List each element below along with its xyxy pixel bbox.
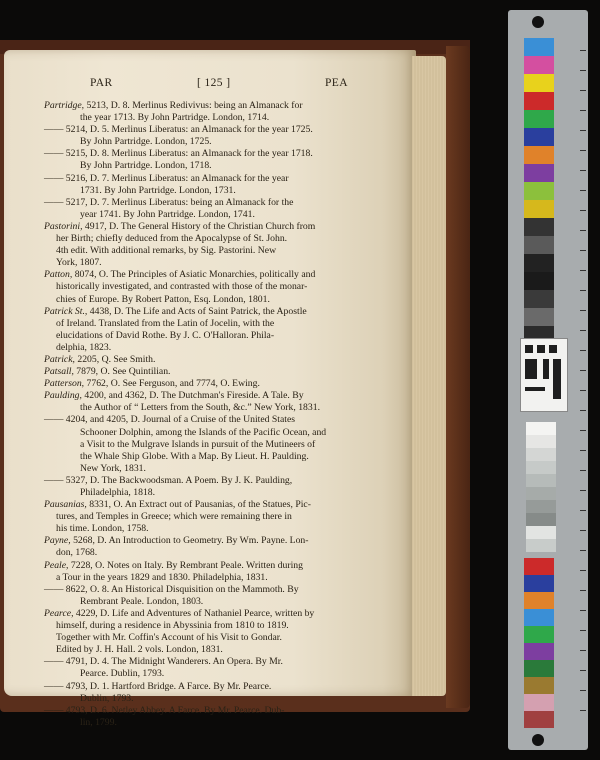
catalog-line: the year 1713. By John Partridge. London, 1714. — [80, 112, 270, 124]
color-swatch — [524, 74, 554, 92]
entry-text: 4229, D. Life and Adventures of Nathaniel Pearce, written by — [73, 607, 315, 619]
catalog-line: a Visit to the Mulgrave Islands in pursuit of the Mutineers of — [80, 438, 316, 450]
entry-author: Paulding, — [44, 390, 82, 402]
color-swatch — [524, 660, 554, 677]
gray-swatch — [526, 539, 556, 552]
catalog-line: don, 1768. — [56, 547, 98, 559]
gray-swatch — [526, 487, 556, 500]
catalog-line: the Author of “ Letters from the South, &c.” New York, 1831. — [80, 402, 320, 414]
color-swatch — [524, 290, 554, 308]
scale-tick — [580, 170, 586, 171]
scale-tick — [580, 630, 586, 631]
scale-tick — [580, 310, 586, 311]
catalog-line: Philadelphia, 1818. — [80, 487, 156, 498]
gray-swatch — [526, 474, 556, 487]
catalog-line — [44, 221, 412, 233]
entry-author: Payne, — [44, 535, 71, 547]
entry-text: 7228, O. Notes on Italy. By Rembrant Peale. Written during — [68, 559, 303, 571]
color-swatch — [524, 164, 554, 182]
scale-tick — [580, 690, 586, 691]
color-swatch — [524, 236, 554, 254]
color-swatch — [524, 38, 554, 56]
catalog-line: tures, and Temples in Greece; which were remaining there in — [56, 511, 292, 523]
catalog-line — [44, 269, 412, 281]
scale-tick — [580, 490, 586, 491]
color-swatch — [524, 56, 554, 74]
scale-tick — [580, 50, 586, 51]
color-swatch — [524, 308, 554, 326]
catalog-line: Edited by J. H. Hall. 2 vols. London, 1831. — [56, 644, 223, 656]
catalog-line: By John Partridge. London, 1718. — [80, 160, 212, 172]
color-swatch — [524, 218, 554, 236]
entry-text: 4917, D. The General History of the Christian Church from — [82, 220, 316, 232]
catalog-line — [44, 100, 412, 112]
scale-tick — [580, 710, 586, 711]
gray-swatch — [526, 448, 556, 461]
target-hole-bottom — [532, 734, 544, 746]
scale-tick — [580, 550, 586, 551]
entry-text: 2205, Q. See Smith. — [74, 353, 156, 365]
color-swatch — [524, 92, 554, 110]
target-hole-top — [532, 16, 544, 28]
back-cover — [446, 46, 470, 708]
catalog-line: of Ireland. Translated from the Latin of Jocelin, with the — [56, 317, 275, 329]
header-right: PEA — [325, 77, 348, 89]
color-swatch — [524, 128, 554, 146]
gray-swatch — [526, 435, 556, 448]
catalog-line: lin, 1799. — [80, 716, 117, 728]
color-swatch — [524, 609, 554, 626]
catalog-line: —— 4204, and 4205, D. Journal of a Cruise of the United States — [44, 414, 296, 426]
entry-author: Pastorini, — [44, 220, 83, 232]
gray-swatch — [526, 422, 556, 435]
scale-tick — [580, 90, 586, 91]
scale-tick — [580, 510, 586, 511]
catalog-line: —— 4793, D. 1. Hartford Bridge. A Farce. By Mr. Pearce. — [44, 680, 272, 692]
color-swatch — [524, 272, 554, 290]
scale-tick — [580, 110, 586, 111]
gray-swatch — [526, 500, 556, 513]
scale-tick — [580, 350, 586, 351]
scale-tick — [580, 190, 586, 191]
page-number: [ 125 ] — [197, 77, 231, 89]
catalog-line: Dublin, 1793. — [80, 692, 134, 704]
gray-swatch — [526, 526, 556, 539]
scale-tick — [580, 610, 586, 611]
color-swatch — [524, 694, 554, 711]
catalog-line: year 1741. By John Partridge. London, 1741. — [80, 208, 255, 220]
color-swatch — [524, 575, 554, 592]
scale-tick — [580, 210, 586, 211]
entry-text: 7762, O. See Ferguson, and 7774, O. Ewing. — [84, 378, 260, 390]
scale-tick — [580, 590, 586, 591]
scale-tick — [580, 290, 586, 291]
entry-text: 8331, O. An Extract out of Pausanias, of the Statues, Pic- — [86, 499, 311, 511]
color-swatch — [524, 182, 554, 200]
scale-tick — [580, 330, 586, 331]
catalog-line: —— 5217, D. 7. Merlinus Liberatus: being an Almanack for the — [44, 196, 294, 208]
entry-text: 4200, and 4362, D. The Dutchman's Fireside. A Tale. By — [81, 390, 304, 402]
entry-author: Partridge, — [44, 100, 85, 111]
catalog-line: himself, during a residence in Abyssinia from 1810 to 1819. — [56, 620, 289, 632]
scale-tick — [580, 530, 586, 531]
scale-tick — [580, 410, 586, 411]
catalog-line — [44, 499, 412, 511]
catalog-line — [44, 378, 412, 390]
catalog-line: his time. London, 1758. — [56, 523, 149, 535]
catalog-line: By John Partridge. London, 1725. — [80, 136, 212, 148]
entry-author: Patrick St., — [44, 305, 88, 317]
color-swatch — [524, 200, 554, 218]
catalog-text — [44, 100, 412, 729]
scale-tick — [580, 430, 586, 431]
catalog-line: —— 4793, D. 6. Netley Abbey. A Farce. By Mr. Pearce. Dub- — [44, 704, 285, 716]
catalog-line: her Birth; chiefly deduced from the Apocalypse of St. John. — [56, 233, 288, 245]
catalog-line: Rembrant Peale. London, 1803. — [80, 595, 204, 607]
scale-tick — [580, 470, 586, 471]
scale-tick — [580, 570, 586, 571]
scale-tick — [580, 450, 586, 451]
entry-text: 5268, D. An Introduction to Geometry. By Wm. Payne. Lon- — [70, 535, 309, 547]
catalog-line: the Whale Ship Globe. With a Map. By Lieut. H. Paulding. — [80, 450, 309, 462]
color-swatch — [524, 254, 554, 272]
page-edges — [412, 56, 446, 696]
header-left: PAR — [90, 77, 113, 89]
color-swatch — [524, 146, 554, 164]
scale-tick — [580, 130, 586, 131]
entry-author: Pausanias, — [44, 499, 87, 511]
catalog-line: chies of Europe. By Robert Patton, Esq. London, 1801. — [56, 293, 270, 305]
catalog-line: Pearce. Dublin, 1793. — [80, 668, 165, 680]
catalog-line: —— 4791, D. 4. The Midnight Wanderers. An Opera. By Mr. — [44, 656, 283, 668]
gray-swatch — [526, 461, 556, 474]
catalog-line: —— 8622, O. 8. An Historical Disquisition on the Mammoth. By — [44, 583, 299, 595]
catalog-line — [44, 390, 412, 402]
scale-tick — [580, 390, 586, 391]
catalog-line — [44, 306, 412, 318]
scale-tick — [580, 70, 586, 71]
color-swatch — [524, 110, 554, 128]
scale-tick — [580, 670, 586, 671]
entry-author: Patrick, — [44, 353, 75, 365]
catalog-line: —— 5327, D. The Backwoodsman. A Poem. By J. K. Paulding, — [44, 474, 293, 486]
color-swatch — [524, 643, 554, 660]
page-header — [40, 77, 400, 93]
catalog-line: 1731. By John Partridge. London, 1731. — [80, 184, 236, 196]
catalog-line: delphia, 1823. — [56, 341, 112, 353]
entry-author: Patsall, — [44, 366, 74, 378]
catalog-line: 4th edit. With additional remarks, by Sig. Pastorini. New — [56, 245, 277, 257]
color-swatch — [524, 558, 554, 575]
entry-text: 4438, D. The Life and Acts of Saint Patrick, the Apostle — [87, 305, 307, 317]
scale-tick — [580, 150, 586, 151]
entry-text: 5213, D. 8. Merlinus Redivivus: being an Almanack for — [84, 100, 303, 111]
entry-author: Pearce, — [44, 607, 74, 619]
scale-tick — [580, 270, 586, 271]
catalog-line — [44, 366, 412, 378]
scale-tick — [580, 250, 586, 251]
catalog-line: —— 5214, D. 5. Merlinus Liberatus: an Almanack for the year 1725. — [44, 124, 313, 136]
entry-author: Patton, — [44, 269, 73, 281]
catalog-line: Together with Mr. Coffin's Account of his Visit to Gondar. — [56, 632, 282, 644]
color-swatch — [524, 711, 554, 728]
entry-author: Peale, — [44, 559, 69, 571]
catalog-line — [44, 354, 412, 366]
catalog-line: —— 5216, D. 7. Merlinus Liberatus: an Almanack for the year — [44, 172, 289, 184]
scale-tick — [580, 230, 586, 231]
entry-text: 8074, O. The Principles of Asiatic Monarchies, politically and — [72, 269, 316, 281]
entry-author: Patterson, — [44, 378, 85, 390]
entry-text: 7879, O. See Quintilian. — [73, 366, 171, 378]
catalog-line: New York, 1831. — [80, 462, 146, 474]
catalog-line: historically investigated, and contrasted with those of the monar- — [56, 281, 308, 293]
gray-swatch — [526, 513, 556, 526]
catalog-line — [44, 560, 412, 572]
catalog-line: a Tour in the years 1829 and 1830. Philadelphia, 1831. — [56, 571, 268, 583]
catalog-line: —— 5215, D. 8. Merlinus Liberatus: an Almanack for the year 1718. — [44, 148, 313, 160]
scale-tick — [580, 650, 586, 651]
scale-tick — [580, 370, 586, 371]
catalog-line — [44, 608, 412, 620]
catalog-line: York, 1807. — [56, 257, 102, 269]
catalog-line: elucidations of David Rothe. By J. C. O'Halloran. Phila- — [56, 329, 275, 341]
scale-reference-card — [520, 338, 568, 412]
color-swatch — [524, 592, 554, 609]
color-swatch — [524, 677, 554, 694]
color-swatch — [524, 626, 554, 643]
catalog-line — [44, 535, 412, 547]
catalog-line: Schooner Dolphin, among the Islands of the Pacific Ocean, and — [80, 426, 327, 438]
